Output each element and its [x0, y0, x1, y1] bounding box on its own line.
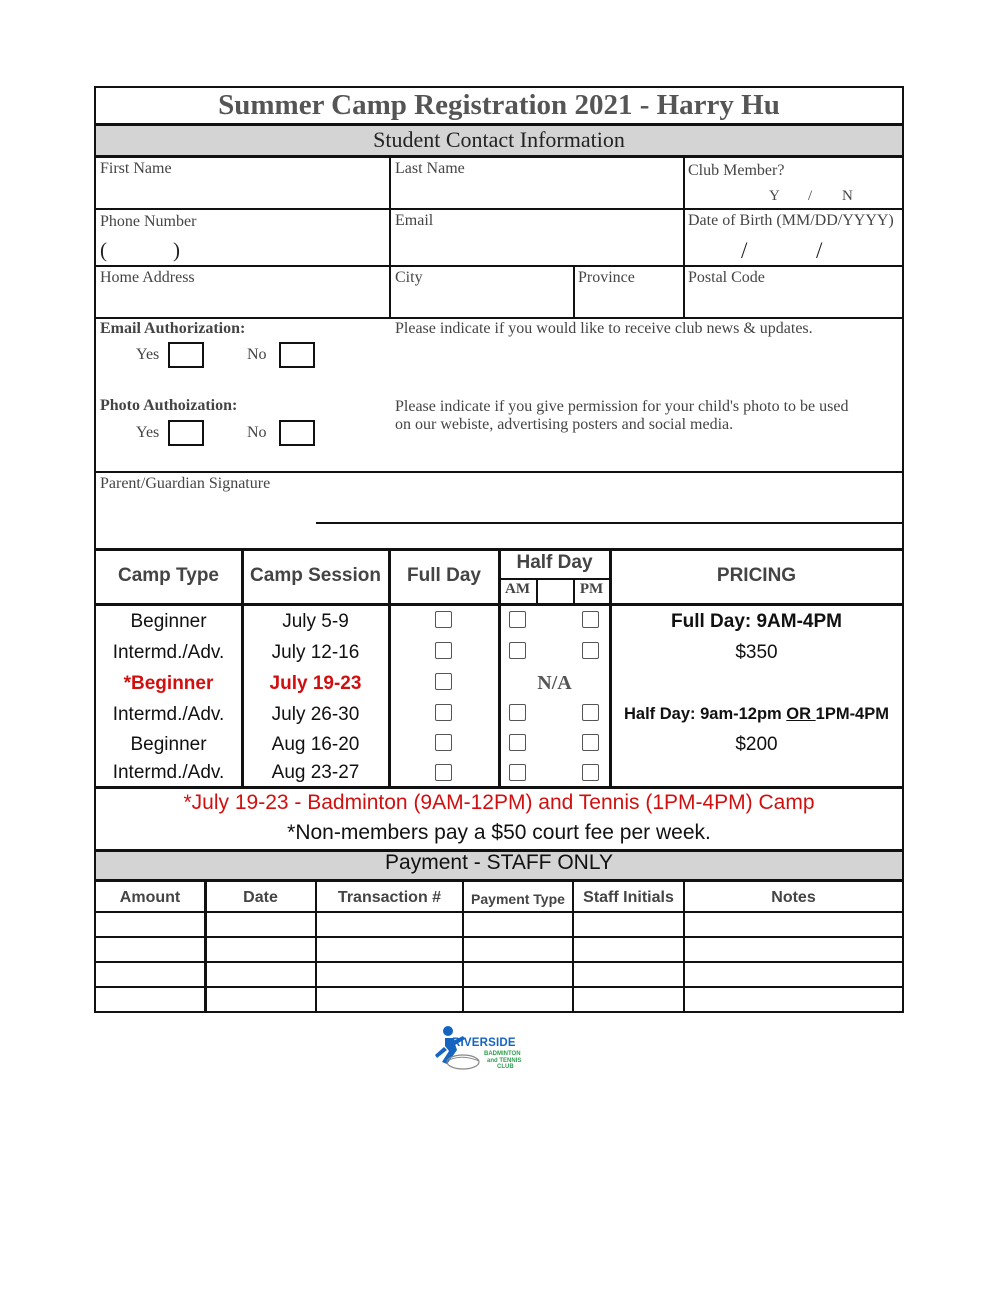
photo-authorization-yes-label: Yes — [136, 424, 160, 441]
camp-session: July 5-9 — [282, 611, 349, 632]
divider — [683, 156, 685, 318]
divider — [499, 578, 609, 580]
payment-col-initials: Staff Initials — [583, 889, 674, 906]
divider — [94, 986, 904, 988]
divider — [94, 879, 904, 882]
header-pm: PM — [579, 581, 604, 597]
address-field[interactable]: Home Address — [100, 269, 195, 286]
club-member-slash: / — [808, 188, 813, 204]
first-name-field[interactable]: First Name — [100, 160, 172, 177]
payment-col-notes: Notes — [771, 889, 816, 906]
photo-authorization-yes-checkbox[interactable] — [168, 420, 204, 446]
full-day-checkbox[interactable] — [435, 642, 452, 659]
province-field[interactable]: Province — [578, 269, 635, 286]
camp-type: Beginner — [130, 611, 207, 632]
header-camp-type: Camp Type — [117, 565, 219, 586]
full-day-checkbox[interactable] — [435, 673, 452, 690]
logo-name: RIVERSIDE — [452, 1037, 516, 1049]
payment-title: Payment - STAFF ONLY — [385, 851, 613, 874]
camp-type: Intermd./Adv. — [112, 762, 225, 783]
dob-slash: / — [816, 238, 823, 263]
postal-code-field[interactable]: Postal Code — [688, 269, 765, 286]
email-authorization-title: Email Authorization: — [100, 320, 246, 337]
half-day-na: N/A — [537, 672, 572, 694]
email-authorization-no-label: No — [247, 346, 267, 363]
camp-session-special: July 19-23 — [269, 673, 362, 694]
email-authorization-yes-label: Yes — [136, 346, 160, 363]
club-member-no[interactable]: N — [842, 188, 853, 204]
logo-line3: and TENNIS — [487, 1058, 522, 1064]
camp-session: July 26-30 — [271, 704, 360, 725]
divider — [94, 155, 904, 158]
signature-line[interactable] — [316, 522, 904, 524]
full-day-checkbox[interactable] — [435, 734, 452, 751]
camp-type-special: *Beginner — [123, 673, 214, 694]
contact-section-title: Student Contact Information — [373, 127, 625, 152]
camp-session: Aug 23-27 — [271, 762, 360, 783]
pm-checkbox[interactable] — [582, 611, 599, 628]
photo-authorization-note-line2: on our webiste, advertising posters and social media. — [395, 416, 734, 433]
club-member-label: Club Member? — [688, 162, 785, 179]
divider — [573, 266, 575, 318]
divider — [94, 936, 904, 938]
pricing-half-day-b: 1PM-4PM — [815, 705, 889, 723]
full-day-checkbox[interactable] — [435, 764, 452, 781]
logo-line2: BADMINTON — [484, 1051, 521, 1057]
dob-slash: / — [741, 238, 748, 263]
divider — [94, 265, 904, 267]
header-half-day: Half Day — [516, 552, 593, 573]
pm-checkbox[interactable] — [582, 704, 599, 721]
divider — [94, 911, 904, 913]
payment-col-type: Payment Type — [471, 891, 565, 907]
camp-type: Intermd./Adv. — [112, 704, 225, 725]
camp-type: Intermd./Adv. — [112, 642, 225, 663]
camp-session: Aug 16-20 — [271, 734, 360, 755]
am-checkbox[interactable] — [509, 611, 526, 628]
header-am: AM — [505, 581, 530, 597]
pricing-half-day-or: OR — [786, 705, 816, 723]
photo-authorization-no-label: No — [247, 424, 267, 441]
photo-authorization-title: Photo Authoization: — [100, 397, 238, 414]
photo-authorization-note-line1: Please indicate if you give permission for your child's photo to be used — [395, 398, 849, 415]
full-day-checkbox[interactable] — [435, 704, 452, 721]
payment-col-amount: Amount — [119, 889, 181, 906]
divider — [94, 317, 904, 319]
email-authorization-no-checkbox[interactable] — [279, 342, 315, 368]
divider — [536, 579, 538, 604]
full-day-checkbox[interactable] — [435, 611, 452, 628]
dob-field[interactable]: Date of Birth (MM/DD/YYYY) — [688, 212, 894, 229]
phone-field[interactable]: Phone Number — [100, 213, 197, 230]
divider — [389, 156, 391, 318]
pm-checkbox[interactable] — [582, 764, 599, 781]
court-fee-note: *Non-members pay a $50 court fee per week. — [287, 821, 711, 844]
special-camp-note: *July 19-23 - Badminton (9AM-12PM) and Tennis (1PM-4PM) Camp — [183, 791, 815, 814]
pricing-full-price: $350 — [735, 642, 778, 663]
header-full-day: Full Day — [407, 565, 481, 586]
club-logo — [433, 1024, 533, 1074]
camp-session: July 12-16 — [271, 642, 360, 663]
pricing-half-price: $200 — [735, 734, 778, 755]
payment-col-date: Date — [243, 889, 278, 906]
camp-type: Beginner — [130, 734, 207, 755]
club-member-yes[interactable]: Y — [769, 188, 780, 204]
pm-checkbox[interactable] — [582, 734, 599, 751]
signature-label: Parent/Guardian Signature — [100, 475, 271, 492]
pm-checkbox[interactable] — [582, 642, 599, 659]
photo-authorization-no-checkbox[interactable] — [279, 420, 315, 446]
email-field[interactable]: Email — [395, 212, 434, 229]
divider — [94, 208, 904, 210]
payment-col-transaction: Transaction # — [337, 889, 442, 906]
divider — [94, 471, 904, 473]
email-authorization-note: Please indicate if you would like to receive club news & updates. — [395, 320, 813, 337]
am-checkbox[interactable] — [509, 704, 526, 721]
form-title: Summer Camp Registration 2021 - Harry Hu — [218, 89, 780, 121]
am-checkbox[interactable] — [509, 764, 526, 781]
am-checkbox[interactable] — [509, 734, 526, 751]
header-pricing: PRICING — [716, 565, 797, 586]
divider — [94, 961, 904, 963]
pricing-half-day — [611, 705, 902, 724]
header-camp-session: Camp Session — [250, 565, 381, 586]
phone-area-close: ) — [173, 238, 180, 262]
city-field[interactable]: City — [395, 269, 423, 286]
last-name-field[interactable]: Last Name — [395, 160, 465, 177]
pricing-full-day: Full Day: 9AM-4PM — [670, 611, 843, 632]
am-checkbox[interactable] — [509, 642, 526, 659]
pricing-half-day-a: Half Day: 9am-12pm — [623, 705, 787, 723]
logo-line4: CLUB — [497, 1064, 514, 1070]
email-authorization-yes-checkbox[interactable] — [168, 342, 204, 368]
phone-area-open: ( — [100, 238, 107, 262]
